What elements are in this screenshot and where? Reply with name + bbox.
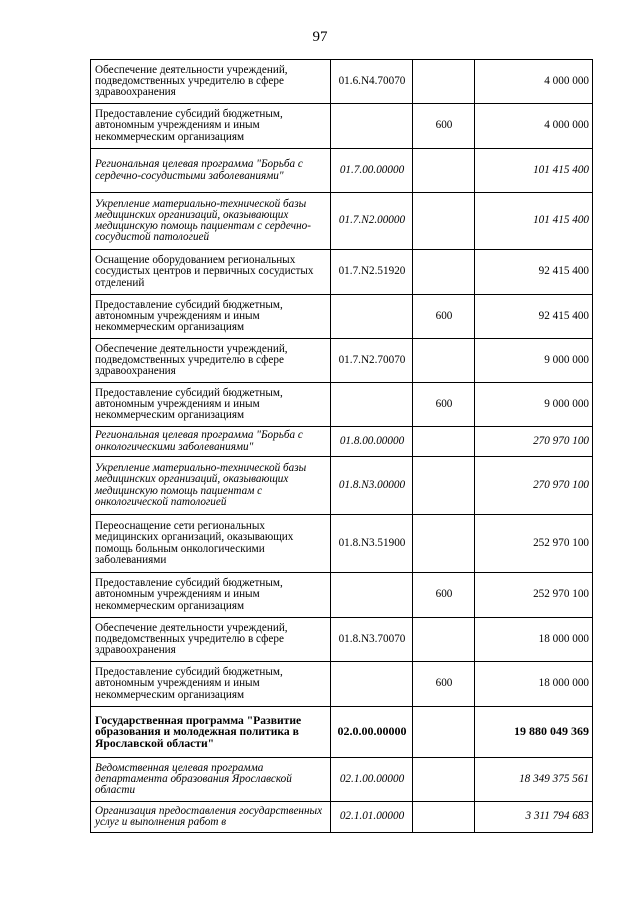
row-code-cell: 01.8.00.00000 bbox=[331, 427, 413, 457]
row-amount-cell: 9 000 000 bbox=[475, 383, 593, 427]
row-name-cell: Укрепление материально-технической базы медицинских организаций, оказывающих медицинскую помощь пациентам с онкологической патологией bbox=[91, 457, 331, 515]
row-code-cell: 01.6.N4.70070 bbox=[331, 60, 413, 104]
table-row bbox=[91, 707, 593, 758]
page-number: 97 bbox=[312, 29, 328, 45]
row-name-cell: Переоснащение сети региональных медицинских организаций, оказывающих помощь больным онкологическими заболеваниями bbox=[91, 515, 331, 573]
row-code-cell: 01.8.N3.70070 bbox=[331, 618, 413, 662]
table-row bbox=[91, 193, 593, 250]
row-expense-type-cell bbox=[413, 707, 475, 758]
row-code-cell bbox=[331, 662, 413, 707]
row-expense-type-cell bbox=[413, 618, 475, 662]
row-name-cell: Оснащение оборудованием региональных сосудистых центров и первичных сосудистых отделений bbox=[91, 250, 331, 295]
table-row bbox=[91, 758, 593, 802]
row-code-cell bbox=[331, 573, 413, 618]
row-amount-cell: 270 970 100 bbox=[475, 457, 593, 515]
row-amount-cell: 19 880 049 369 bbox=[475, 707, 593, 758]
row-expense-type-cell: 600 bbox=[413, 662, 475, 707]
row-code-cell: 01.7.N2.00000 bbox=[331, 193, 413, 250]
row-amount-cell: 252 970 100 bbox=[475, 573, 593, 618]
row-expense-type-cell: 600 bbox=[413, 295, 475, 339]
table-row bbox=[91, 383, 593, 427]
row-amount-cell: 101 415 400 bbox=[475, 149, 593, 193]
row-name-cell: Предоставление субсидий бюджетным, автономным учреждениям и иным некоммерческим организациям bbox=[91, 662, 331, 707]
table-row bbox=[91, 427, 593, 457]
row-name-cell: Предоставление субсидий бюджетным, автономным учреждениям и иным некоммерческим организациям bbox=[91, 104, 331, 149]
table-row bbox=[91, 339, 593, 383]
row-expense-type-cell bbox=[413, 250, 475, 295]
row-expense-type-cell bbox=[413, 60, 475, 104]
row-code-cell: 02.1.01.00000 bbox=[331, 802, 413, 833]
row-name-cell: Обеспечение деятельности учреждений, подведомственных учредителю в сфере здравоохранения bbox=[91, 618, 331, 662]
row-name-cell: Укрепление материально-технической базы медицинских организаций, оказывающих медицинскую помощь пациентам с сердечно-сосудистой патологией bbox=[91, 193, 331, 250]
table-row bbox=[91, 802, 593, 833]
row-expense-type-cell: 600 bbox=[413, 104, 475, 149]
table-row bbox=[91, 573, 593, 618]
row-amount-cell: 18 000 000 bbox=[475, 618, 593, 662]
row-amount-cell: 92 415 400 bbox=[475, 250, 593, 295]
row-expense-type-cell: 600 bbox=[413, 383, 475, 427]
row-code-cell: 01.8.N3.00000 bbox=[331, 457, 413, 515]
row-expense-type-cell bbox=[413, 149, 475, 193]
row-amount-cell: 18 000 000 bbox=[475, 662, 593, 707]
row-name-cell: Ведомственная целевая программа департамента образования Ярославской области bbox=[91, 758, 331, 802]
table-row bbox=[91, 662, 593, 707]
row-code-cell: 02.1.00.00000 bbox=[331, 758, 413, 802]
table-row bbox=[91, 618, 593, 662]
row-name-cell: Предоставление субсидий бюджетным, автономным учреждениям и иным некоммерческим организациям bbox=[91, 383, 331, 427]
row-name-cell: Обеспечение деятельности учреждений, подведомственных учредителю в сфере здравоохранения bbox=[91, 60, 331, 104]
row-code-cell bbox=[331, 295, 413, 339]
row-amount-cell: 4 000 000 bbox=[475, 104, 593, 149]
row-expense-type-cell bbox=[413, 339, 475, 383]
row-expense-type-cell bbox=[413, 427, 475, 457]
table-row bbox=[91, 250, 593, 295]
row-amount-cell: 101 415 400 bbox=[475, 193, 593, 250]
row-amount-cell: 270 970 100 bbox=[475, 427, 593, 457]
row-expense-type-cell bbox=[413, 802, 475, 833]
row-name-cell: Государственная программа "Развитие образования и молодежная политика в Ярославской области" bbox=[91, 707, 331, 758]
row-amount-cell: 92 415 400 bbox=[475, 295, 593, 339]
row-code-cell bbox=[331, 383, 413, 427]
table-row bbox=[91, 149, 593, 193]
table-row bbox=[91, 457, 593, 515]
row-expense-type-cell bbox=[413, 758, 475, 802]
row-code-cell: 01.7.N2.70070 bbox=[331, 339, 413, 383]
row-expense-type-cell bbox=[413, 515, 475, 573]
row-code-cell: 02.0.00.00000 bbox=[331, 707, 413, 758]
row-code-cell bbox=[331, 104, 413, 149]
row-name-cell: Региональная целевая программа "Борьба с сердечно-сосудистыми заболеваниями" bbox=[91, 149, 331, 193]
row-name-cell: Обеспечение деятельности учреждений, подведомственных учредителю в сфере здравоохранения bbox=[91, 339, 331, 383]
row-expense-type-cell bbox=[413, 457, 475, 515]
row-amount-cell: 252 970 100 bbox=[475, 515, 593, 573]
table-row bbox=[91, 104, 593, 149]
row-expense-type-cell: 600 bbox=[413, 573, 475, 618]
row-amount-cell: 3 311 794 683 bbox=[475, 802, 593, 833]
row-amount-cell: 4 000 000 bbox=[475, 60, 593, 104]
row-code-cell: 01.7.00.00000 bbox=[331, 149, 413, 193]
row-name-cell: Региональная целевая программа "Борьба с онкологическими заболеваниями" bbox=[91, 427, 331, 457]
row-name-cell: Организация предоставления государственных услуг и выполнения работ в bbox=[91, 802, 331, 833]
table-row bbox=[91, 60, 593, 104]
budget-table bbox=[90, 59, 593, 833]
row-expense-type-cell bbox=[413, 193, 475, 250]
row-name-cell: Предоставление субсидий бюджетным, автономным учреждениям и иным некоммерческим организациям bbox=[91, 295, 331, 339]
row-code-cell: 01.7.N2.51920 bbox=[331, 250, 413, 295]
row-amount-cell: 9 000 000 bbox=[475, 339, 593, 383]
row-amount-cell: 18 349 375 561 bbox=[475, 758, 593, 802]
budget-table-body bbox=[91, 60, 593, 833]
row-code-cell: 01.8.N3.51900 bbox=[331, 515, 413, 573]
table-row bbox=[91, 515, 593, 573]
row-name-cell: Предоставление субсидий бюджетным, автономным учреждениям и иным некоммерческим организациям bbox=[91, 573, 331, 618]
table-row bbox=[91, 295, 593, 339]
